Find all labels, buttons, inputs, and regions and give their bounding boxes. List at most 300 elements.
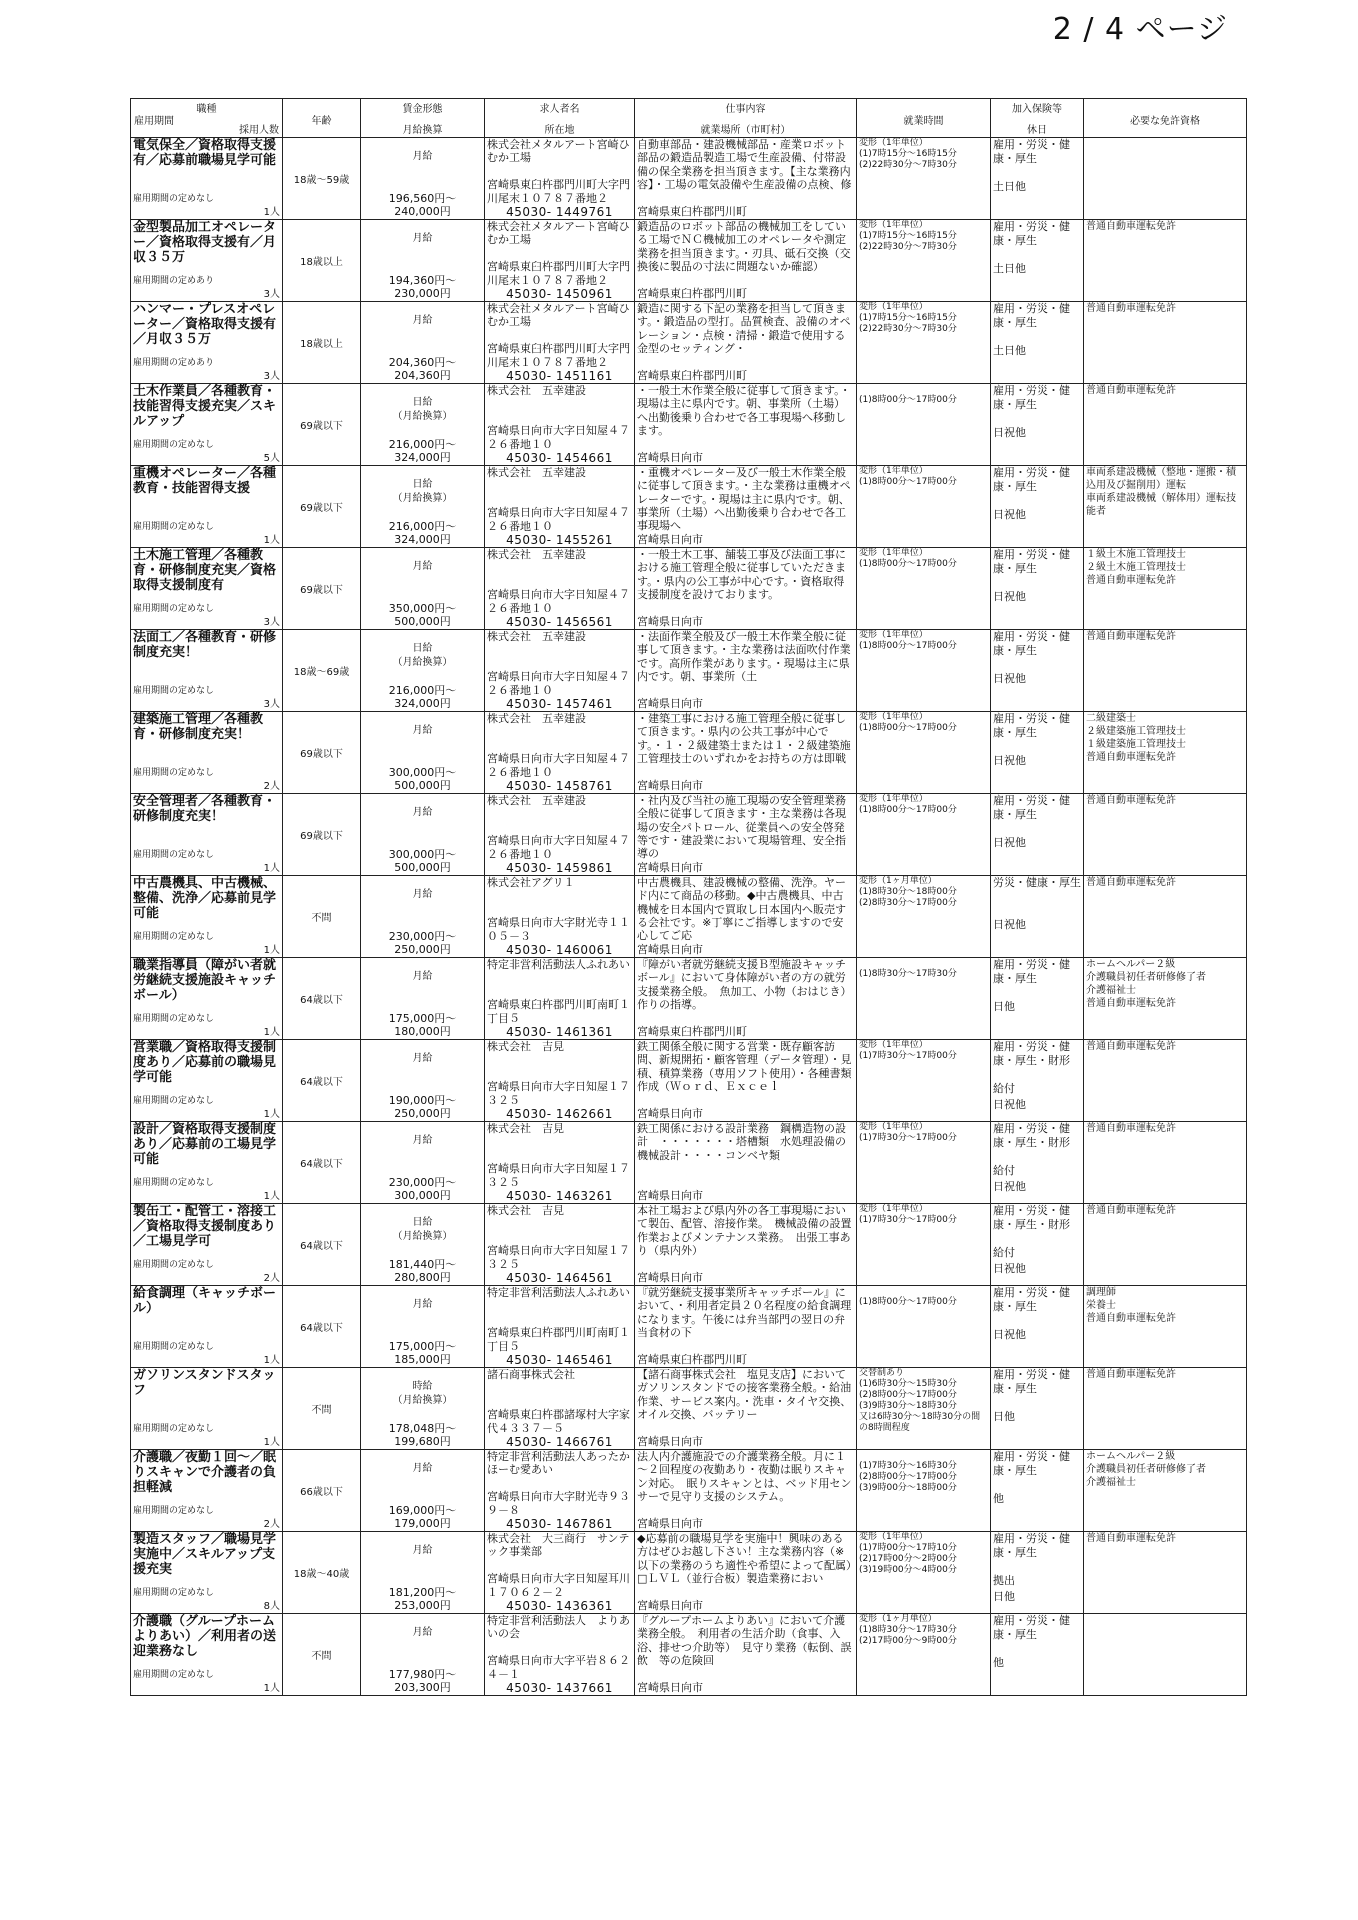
required-license: １級土木施工管理技士 ２級土木施工管理技士 普通自動車運転免許 xyxy=(1086,549,1186,586)
age-requirement: 18歳以上 xyxy=(300,339,343,350)
license-cell xyxy=(1084,712,1247,794)
age-requirement: 不問 xyxy=(311,1405,332,1416)
job-content-cell xyxy=(635,1286,857,1368)
insurance-cell xyxy=(991,1532,1084,1614)
employer-name: 株式会社 吉見 xyxy=(487,1204,564,1217)
occupation-cell xyxy=(131,1532,283,1614)
wage-cell xyxy=(361,302,485,384)
occupation-cell xyxy=(131,958,283,1040)
wage-type: 月給 xyxy=(412,151,433,162)
job-id: 45030- 1458761 xyxy=(506,779,613,792)
job-id: 45030- 1459861 xyxy=(506,861,613,874)
required-license: 車両系建設機械（整地・運搬・積込用及び掘削用）運転 車両系建設機械（解体用）運転技能者 xyxy=(1086,467,1236,517)
insurance-cell xyxy=(991,466,1084,548)
work-location: 宮崎県日向市 xyxy=(637,1599,703,1612)
wage-type: 月給 xyxy=(412,1545,433,1556)
wage-type: 月給 xyxy=(412,561,433,572)
hours-cell xyxy=(857,1122,991,1204)
wage-amount: 175,000円～ 180,000円 xyxy=(388,1012,457,1038)
job-description: 鉄工関係全般に関する営業・既存顧客訪問、新規開拓・顧客管理（データ管理）・見積、積算業務（専用ソフト使用）・各種書類作成（Ｗｏｒｄ、Ｅｘｃｅｌ xyxy=(637,1040,852,1093)
insurance: 雇用・労災・健康・厚生 xyxy=(993,548,1070,575)
wage-cell xyxy=(361,712,485,794)
age-cell xyxy=(283,1532,361,1614)
wage-amount: 175,000円～ 185,000円 xyxy=(388,1340,457,1366)
working-hours: 変形（1ヶ月単位） (1)8時30分～17時30分 (2)17時00分～9時00分 xyxy=(859,1614,957,1646)
insurance: 雇用・労災・健康・厚生 xyxy=(993,1368,1070,1395)
wage-cell xyxy=(361,1450,485,1532)
wage-type: 月給 xyxy=(412,1627,433,1638)
wage-type: 月給 xyxy=(412,1463,433,1474)
insurance: 労災・健康・厚生 xyxy=(993,876,1081,889)
age-requirement: 69歳以下 xyxy=(300,421,343,432)
insurance: 雇用・労災・健康・厚生 xyxy=(993,1450,1070,1477)
table-row xyxy=(131,712,1247,794)
required-license: 普通自動車運転免許 xyxy=(1086,1369,1176,1380)
job-description: ・一般土木作業全般に従事して頂きます。・現場は主に県内です。朝、事業所（土場）へ出勤後乗り合わせで各工事現場へ移動します。 xyxy=(637,384,851,437)
wage-cell xyxy=(361,220,485,302)
header-insurance: 加入保険等 休日 xyxy=(991,99,1084,138)
employer-cell xyxy=(485,1286,635,1368)
insurance: 雇用・労災・健康・厚生 xyxy=(993,630,1070,657)
insurance-cell xyxy=(991,1204,1084,1286)
work-location: 宮崎県日向市 xyxy=(637,943,703,956)
age-requirement: 18歳以上 xyxy=(300,257,343,268)
working-hours: (1)8時00分～17時00分 xyxy=(859,1297,957,1307)
holiday: 給付 日祝他 xyxy=(993,1082,1026,1111)
wage-amount: 177,980円～ 203,300円 xyxy=(388,1668,457,1694)
age-cell xyxy=(283,466,361,548)
insurance: 雇用・労災・健康・厚生 xyxy=(993,138,1070,165)
employer-address: 宮崎県東臼杵郡門川町南町１丁目５ xyxy=(487,998,630,1025)
header-wage: 賃金形態 月給換算 xyxy=(361,99,485,138)
work-location: 宮崎県日向市 xyxy=(637,615,703,628)
hiring-count: 5人 xyxy=(263,453,280,464)
occupation-cell xyxy=(131,1614,283,1696)
required-license: 普通自動車運転免許 xyxy=(1086,385,1176,396)
employer-address: 宮崎県日向市大字日知屋４７２６番地１０ xyxy=(487,588,630,615)
age-cell xyxy=(283,712,361,794)
job-id: 45030- 1460061 xyxy=(506,943,613,956)
job-description: 鍛造に関する下記の業務を担当して頂きます。・鍛造品の型打。品質検査、設備のオペレーション・点検・清掃・鍛造で使用する金型のセッティング・ xyxy=(637,302,851,355)
header-job-content: 仕事内容 就業場所（市町村） xyxy=(635,99,857,138)
job-content-cell xyxy=(635,548,857,630)
insurance-cell xyxy=(991,794,1084,876)
wage-type: 月給 xyxy=(412,233,433,244)
job-title: 重機オペレーター／各種教育・技能習得支援 xyxy=(133,466,277,496)
age-cell xyxy=(283,1450,361,1532)
required-license: 普通自動車運転免許 xyxy=(1086,795,1176,806)
insurance-cell xyxy=(991,1614,1084,1696)
license-cell xyxy=(1084,876,1247,958)
age-requirement: 64歳以下 xyxy=(300,995,343,1006)
employer-cell xyxy=(485,466,635,548)
table-row xyxy=(131,302,1247,384)
hiring-count: 1人 xyxy=(263,945,280,956)
job-title: 設計／資格取得支援制度あり／応募前の工場見学可能 xyxy=(133,1122,277,1167)
age-cell xyxy=(283,794,361,876)
job-content-cell xyxy=(635,1204,857,1286)
working-hours: 変形（1ヶ月単位） (1)8時30分～18時00分 (2)8時30分～17時00分 xyxy=(859,876,957,908)
work-location: 宮崎県日向市 xyxy=(637,861,703,874)
working-hours: 変形（1年単位） (1)7時30分～17時00分 xyxy=(859,1040,957,1061)
hiring-count: 2人 xyxy=(263,1519,280,1530)
license-cell xyxy=(1084,1368,1247,1450)
job-title: 中古農機具、中古機械、整備、洗浄／応募前見学可能 xyxy=(133,876,277,921)
job-title: 製造スタッフ／職場見学実施中／スキルアップ支援充実 xyxy=(133,1532,277,1577)
employment-period: 雇用期間の定めなし xyxy=(133,768,215,778)
holiday: 日祝他 xyxy=(993,836,1026,849)
work-location: 宮崎県東臼杵郡門川町 xyxy=(637,1025,747,1038)
hiring-count: 1人 xyxy=(263,1191,280,1202)
header-hours: 就業時間 xyxy=(857,99,991,138)
wage-type: 日給 （月給換算） xyxy=(392,1217,453,1242)
employer-address: 宮崎県日向市大字日知屋４７２６番地１０ xyxy=(487,670,630,697)
wage-cell xyxy=(361,466,485,548)
occupation-cell xyxy=(131,1368,283,1450)
holiday: 給付 日祝他 xyxy=(993,1164,1026,1193)
hours-cell xyxy=(857,384,991,466)
wage-amount: 204,360円～ 204,360円 xyxy=(388,356,457,382)
job-title: 安全管理者／各種教育・研修制度充実！ xyxy=(133,794,277,824)
wage-amount: 169,000円～ 179,000円 xyxy=(388,1504,457,1530)
insurance: 雇用・労災・健康・厚生・財形 xyxy=(993,1122,1070,1149)
holiday: 他 xyxy=(993,1656,1004,1669)
employment-period: 雇用期間の定めなし xyxy=(133,1424,215,1434)
employment-period: 雇用期間の定めなし xyxy=(133,1588,215,1598)
table-row xyxy=(131,876,1247,958)
required-license: 普通自動車運転免許 xyxy=(1086,303,1176,314)
job-title: 土木施工管理／各種教育・研修制度充実／資格取得支援制度有 xyxy=(133,548,277,593)
job-id: 45030- 1454661 xyxy=(506,451,613,464)
wage-cell xyxy=(361,548,485,630)
employer-name: 株式会社 五幸建設 xyxy=(487,712,586,725)
age-requirement: 69歳以下 xyxy=(300,503,343,514)
job-id: 45030- 1451161 xyxy=(506,369,613,382)
hours-cell xyxy=(857,1614,991,1696)
employer-name: 株式会社 五幸建設 xyxy=(487,384,586,397)
insurance-cell xyxy=(991,220,1084,302)
job-content-cell xyxy=(635,1368,857,1450)
work-location: 宮崎県日向市 xyxy=(637,1517,703,1530)
working-hours: 変形（1年単位） (1)7時30分～17時00分 xyxy=(859,1204,957,1225)
required-license: ホームヘルパー２級 介護職員初任者研修修了者 介護福祉士 普通自動車運転免許 xyxy=(1086,959,1206,1009)
job-id: 45030- 1450961 xyxy=(506,287,613,300)
employer-name: 株式会社メタルアート宮崎ひむか工場 xyxy=(487,302,630,328)
insurance: 雇用・労災・健康・厚生 xyxy=(993,1286,1070,1313)
working-hours: 変形（1年単位） (1)8時00分～17時00分 xyxy=(859,548,957,569)
work-location: 宮崎県日向市 xyxy=(637,1107,703,1120)
job-title: ガソリンスタンドスタッフ xyxy=(133,1368,276,1398)
employer-address: 宮崎県日向市大字日知屋４７２６番地１０ xyxy=(487,752,630,779)
occupation-cell xyxy=(131,794,283,876)
required-license: 普通自動車運転免許 xyxy=(1086,1533,1176,1544)
wage-amount: 196,560円～ 240,000円 xyxy=(388,192,457,218)
occupation-cell xyxy=(131,630,283,712)
holiday: 日祝他 xyxy=(993,754,1026,767)
employer-cell xyxy=(485,958,635,1040)
header-age: 年齢 xyxy=(283,99,361,138)
license-cell xyxy=(1084,794,1247,876)
table-row xyxy=(131,1614,1247,1696)
holiday: 日他 xyxy=(993,1410,1015,1423)
wage-cell xyxy=(361,958,485,1040)
holiday: 日祝他 xyxy=(993,1328,1026,1341)
work-location: 宮崎県日向市 xyxy=(637,1681,703,1694)
age-requirement: 18歳～59歳 xyxy=(293,175,350,186)
hours-cell xyxy=(857,958,991,1040)
table-row xyxy=(131,384,1247,466)
table-row xyxy=(131,630,1247,712)
job-id: 45030- 1463261 xyxy=(506,1189,613,1202)
age-requirement: 不問 xyxy=(311,913,332,924)
job-description: 中古農機具、建設機械の整備、洗浄。ヤード内にて商品の移動。◆中古農機具、中古機械を日本国内で買取し日本国内へ販売する会社です。※丁寧にご指導しますので安心してご応 xyxy=(637,876,846,943)
wage-amount: 181,440円～ 280,800円 xyxy=(388,1258,457,1284)
employment-period: 雇用期間の定めなし xyxy=(133,1260,215,1270)
wage-amount: 230,000円～ 300,000円 xyxy=(388,1176,457,1202)
insurance: 雇用・労災・健康・厚生 xyxy=(993,712,1070,739)
employment-period: 雇用期間の定めなし xyxy=(133,1096,215,1106)
insurance: 雇用・労災・健康・厚生 xyxy=(993,384,1070,411)
work-location: 宮崎県日向市 xyxy=(637,533,703,546)
wage-cell xyxy=(361,630,485,712)
job-description: ・一般土木工事、舗装工事及び法面工事における施工管理全般に従事していただきます。・県内の公工事が中心です。・資格取得支援制度を設けております。 xyxy=(637,548,846,601)
wage-type: 月給 xyxy=(412,971,433,982)
age-cell xyxy=(283,548,361,630)
required-license: 普通自動車運転免許 xyxy=(1086,221,1176,232)
age-cell xyxy=(283,630,361,712)
wage-type: 月給 xyxy=(412,807,433,818)
work-location: 宮崎県東臼杵郡門川町 xyxy=(637,1353,747,1366)
hours-cell xyxy=(857,1368,991,1450)
hiring-count: 1人 xyxy=(263,535,280,546)
wage-cell xyxy=(361,1040,485,1122)
employer-address: 宮崎県日向市大字日知屋１７３２５ xyxy=(487,1162,630,1189)
occupation-cell xyxy=(131,1450,283,1532)
license-cell xyxy=(1084,548,1247,630)
employer-cell xyxy=(485,1040,635,1122)
job-title: 建築施工管理／各種教育・研修制度充実！ xyxy=(133,712,264,742)
age-cell xyxy=(283,1614,361,1696)
insurance: 雇用・労災・健康・厚生 xyxy=(993,466,1070,493)
working-hours: 変形（1年単位） (1)7時15分～16時15分 (2)22時30分～7時30分 xyxy=(859,220,957,252)
employer-name: 株式会社アグリ１ xyxy=(487,876,575,889)
work-location: 宮崎県日向市 xyxy=(637,697,703,710)
job-id: 45030- 1457461 xyxy=(506,697,613,710)
job-description: 鉄工関係における設計業務 鋼構造物の設計 ・・・・・・・塔槽類 水処理設備の機械設計・・・・コンベヤ類 xyxy=(637,1122,846,1162)
license-cell xyxy=(1084,384,1247,466)
hours-cell xyxy=(857,1204,991,1286)
employer-address: 宮崎県日向市大字日知屋４７２６番地１０ xyxy=(487,424,630,451)
wage-type: 月給 xyxy=(412,725,433,736)
wage-cell xyxy=(361,1204,485,1286)
job-description: ・重機オペレーター及び一般土木作業全般に従事して頂きます。・主な業務は重機オペレーターです。・現場は主に県内です。朝、事業所（土場）へ出勤後乗り合わせで各工事現場へ xyxy=(637,466,851,533)
age-cell xyxy=(283,1368,361,1450)
table-row xyxy=(131,138,1247,220)
job-content-cell xyxy=(635,630,857,712)
job-title: 介護職／夜勤１回～／眠りスキャンで介護者の負担軽減 xyxy=(133,1450,277,1495)
table-row xyxy=(131,1532,1247,1614)
holiday: 土日他 xyxy=(993,344,1026,357)
license-cell xyxy=(1084,958,1247,1040)
working-hours: (1)8時30分～17時30分 xyxy=(859,969,957,979)
job-id: 45030- 1449761 xyxy=(506,205,613,218)
license-cell xyxy=(1084,220,1247,302)
work-location: 宮崎県日向市 xyxy=(637,779,703,792)
employer-cell xyxy=(485,876,635,958)
employment-period: 雇用期間の定めなし xyxy=(133,1670,215,1680)
hours-cell xyxy=(857,138,991,220)
employer-cell xyxy=(485,712,635,794)
insurance-cell xyxy=(991,630,1084,712)
job-content-cell xyxy=(635,466,857,548)
license-cell xyxy=(1084,1040,1247,1122)
employer-name: 株式会社 五幸建設 xyxy=(487,794,586,807)
age-requirement: 不問 xyxy=(311,1651,332,1662)
job-content-cell xyxy=(635,876,857,958)
age-cell xyxy=(283,876,361,958)
license-cell xyxy=(1084,1532,1247,1614)
job-id: 45030- 1436361 xyxy=(506,1599,613,1612)
required-license: 普通自動車運転免許 xyxy=(1086,1123,1176,1134)
hours-cell xyxy=(857,548,991,630)
employer-address: 宮崎県日向市大字日知屋４７２６番地１０ xyxy=(487,834,630,861)
age-requirement: 64歳以下 xyxy=(300,1159,343,1170)
age-requirement: 64歳以下 xyxy=(300,1241,343,1252)
wage-type: 月給 xyxy=(412,1053,433,1064)
employer-address: 宮崎県東臼杵郡門川町大字門川尾末１０７８７番地２ xyxy=(487,260,630,287)
header-occupation: 職種 雇用期間 採用人数 xyxy=(131,99,283,138)
job-title: 法面工／各種教育・研修制度充実！ xyxy=(133,630,277,660)
job-title: 給食調理（キャッチボール） xyxy=(133,1286,277,1316)
wage-cell xyxy=(361,1368,485,1450)
job-listing-table xyxy=(130,98,1247,1696)
holiday: 土日他 xyxy=(993,180,1026,193)
employment-period: 雇用期間の定めなし xyxy=(133,850,215,860)
employer-cell xyxy=(485,1368,635,1450)
job-description: ◆応募前の職場見学を実施中！興味のある方はぜひお越し下さい！主な業務内容（※以下の業務のうち適性や希望によって配属）□ＬＶＬ（並行合板）製造業務におい xyxy=(637,1532,852,1585)
wage-cell xyxy=(361,1122,485,1204)
hours-cell xyxy=(857,794,991,876)
employer-address: 宮崎県東臼杵郡門川町南町１丁目５ xyxy=(487,1326,630,1353)
table-row xyxy=(131,1450,1247,1532)
license-cell xyxy=(1084,138,1247,220)
insurance-cell xyxy=(991,548,1084,630)
employer-cell xyxy=(485,1204,635,1286)
table-row xyxy=(131,794,1247,876)
wage-type: 月給 xyxy=(412,889,433,900)
hours-cell xyxy=(857,1532,991,1614)
employer-cell xyxy=(485,138,635,220)
age-requirement: 64歳以下 xyxy=(300,1323,343,1334)
employment-period: 雇用期間の定めあり xyxy=(133,358,215,368)
employment-period: 雇用期間の定めなし xyxy=(133,194,215,204)
hiring-count: 3人 xyxy=(263,371,280,382)
insurance-cell xyxy=(991,1368,1084,1450)
employment-period: 雇用期間の定めなし xyxy=(133,1506,215,1516)
holiday: 他 xyxy=(993,1492,1004,1505)
job-title: 営業職／資格取得支援制度あり／応募前の職場見学可能 xyxy=(133,1040,277,1085)
license-cell xyxy=(1084,466,1247,548)
occupation-cell xyxy=(131,302,283,384)
insurance: 雇用・労災・健康・厚生・財形 xyxy=(993,1204,1070,1231)
required-license: 普通自動車運転免許 xyxy=(1086,877,1176,888)
employer-cell xyxy=(485,302,635,384)
job-id: 45030- 1466761 xyxy=(506,1435,613,1448)
holiday: 日祝他 xyxy=(993,590,1026,603)
age-requirement: 66歳以下 xyxy=(300,1487,343,1498)
employer-name: 株式会社 吉見 xyxy=(487,1040,564,1053)
age-requirement: 69歳以下 xyxy=(300,749,343,760)
page-number: 2 / 4 ページ xyxy=(1052,12,1228,47)
job-content-cell xyxy=(635,712,857,794)
hours-cell xyxy=(857,466,991,548)
header-license: 必要な免許資格 xyxy=(1084,99,1247,138)
working-hours: (1)8時00分～17時00分 xyxy=(859,395,957,405)
working-hours: 変形（1年単位） (1)8時00分～17時00分 xyxy=(859,712,957,733)
hiring-count: 1人 xyxy=(263,1683,280,1694)
wage-type: 時給 （月給換算） xyxy=(392,1381,453,1406)
employment-period: 雇用期間の定めなし xyxy=(133,686,215,696)
table-row xyxy=(131,1122,1247,1204)
job-title: 金型製品加工オペレーター／資格取得支援有／月収３５万 xyxy=(133,220,277,265)
table-row xyxy=(131,1204,1247,1286)
work-location: 宮崎県東臼杵郡門川町 xyxy=(637,287,747,300)
employer-address: 宮崎県日向市大字財光寺９３９－８ xyxy=(487,1490,630,1517)
hiring-count: 1人 xyxy=(263,207,280,218)
employer-name: 特定非営利活動法人 よりあいの会 xyxy=(487,1614,630,1640)
insurance-cell xyxy=(991,958,1084,1040)
wage-cell xyxy=(361,794,485,876)
job-description: 本社工場および県内外の各工事現場において製缶、配管、溶接作業。 機械設備の設置作業およびメンテナンス業務。 出張工事あり（県内外） xyxy=(637,1204,852,1257)
employment-period: 雇用期間の定めなし xyxy=(133,1342,215,1352)
insurance-cell xyxy=(991,384,1084,466)
job-description: 鍛造品のロボット部品の機械加工をしている工場でＮＣ機械加工のオペレータや測定業務を担当頂きます。・刃具、砥石交換（交換後に製品の寸法に問題ないか確認） xyxy=(637,220,851,273)
job-title: 土木作業員／各種教育・技能習得支援充実／スキルアップ xyxy=(133,384,277,429)
job-description: 『障がい者就労継続支援Ｂ型施設キャッチボール』において身体障がい者の方の就労支援業務全般。 魚加工、小物（おはじき）作りの指導。 xyxy=(637,958,852,1011)
employer-name: 株式会社メタルアート宮崎ひむか工場 xyxy=(487,220,630,246)
hours-cell xyxy=(857,630,991,712)
hiring-count: 1人 xyxy=(263,1355,280,1366)
wage-amount: 194,360円～ 230,000円 xyxy=(388,274,457,300)
wage-amount: 190,000円～ 250,000円 xyxy=(388,1094,457,1120)
working-hours: 交替制あり (1)6時30分～15時30分 (2)8時00分～17時00分 (3)9時30分～18時30分 又は6時30分～18時30分の間の8時間程度 xyxy=(859,1368,981,1433)
wage-cell xyxy=(361,1614,485,1696)
employment-period: 雇用期間の定めなし xyxy=(133,1014,215,1024)
wage-cell xyxy=(361,876,485,958)
employment-period: 雇用期間の定めなし xyxy=(133,1178,215,1188)
work-location: 宮崎県日向市 xyxy=(637,1435,703,1448)
wage-cell xyxy=(361,384,485,466)
employer-name: 株式会社メタルアート宮崎ひむか工場 xyxy=(487,138,630,164)
wage-amount: 350,000円～ 500,000円 xyxy=(388,602,457,628)
employer-name: 株式会社 五幸建設 xyxy=(487,548,586,561)
job-id: 45030- 1467861 xyxy=(506,1517,613,1530)
working-hours: 変形（1年単位） (1)7時00分～17時10分 (2)17時00分～2時00分 (3)19時00分～4時00分 xyxy=(859,1532,957,1575)
employer-cell xyxy=(485,1122,635,1204)
work-location: 宮崎県東臼杵郡門川町 xyxy=(637,205,747,218)
job-description: 『就労継続支援事業所キャッチボール』において、・利用者定員２０名程度の給食調理になります。午後には弁当部門の翌日の弁当食材の下 xyxy=(637,1286,852,1339)
hiring-count: 8人 xyxy=(263,1601,280,1612)
employer-address: 宮崎県日向市大字日知屋１７３２５ xyxy=(487,1080,630,1107)
hours-cell xyxy=(857,302,991,384)
wage-cell xyxy=(361,1532,485,1614)
working-hours: (1)7時30分～16時30分 (2)8時00分～17時00分 (3)9時00分～18時00分 xyxy=(859,1461,957,1493)
insurance: 雇用・労災・健康・厚生 xyxy=(993,1614,1070,1641)
job-content-cell xyxy=(635,958,857,1040)
occupation-cell xyxy=(131,1122,283,1204)
age-cell xyxy=(283,1122,361,1204)
hiring-count: 3人 xyxy=(263,289,280,300)
